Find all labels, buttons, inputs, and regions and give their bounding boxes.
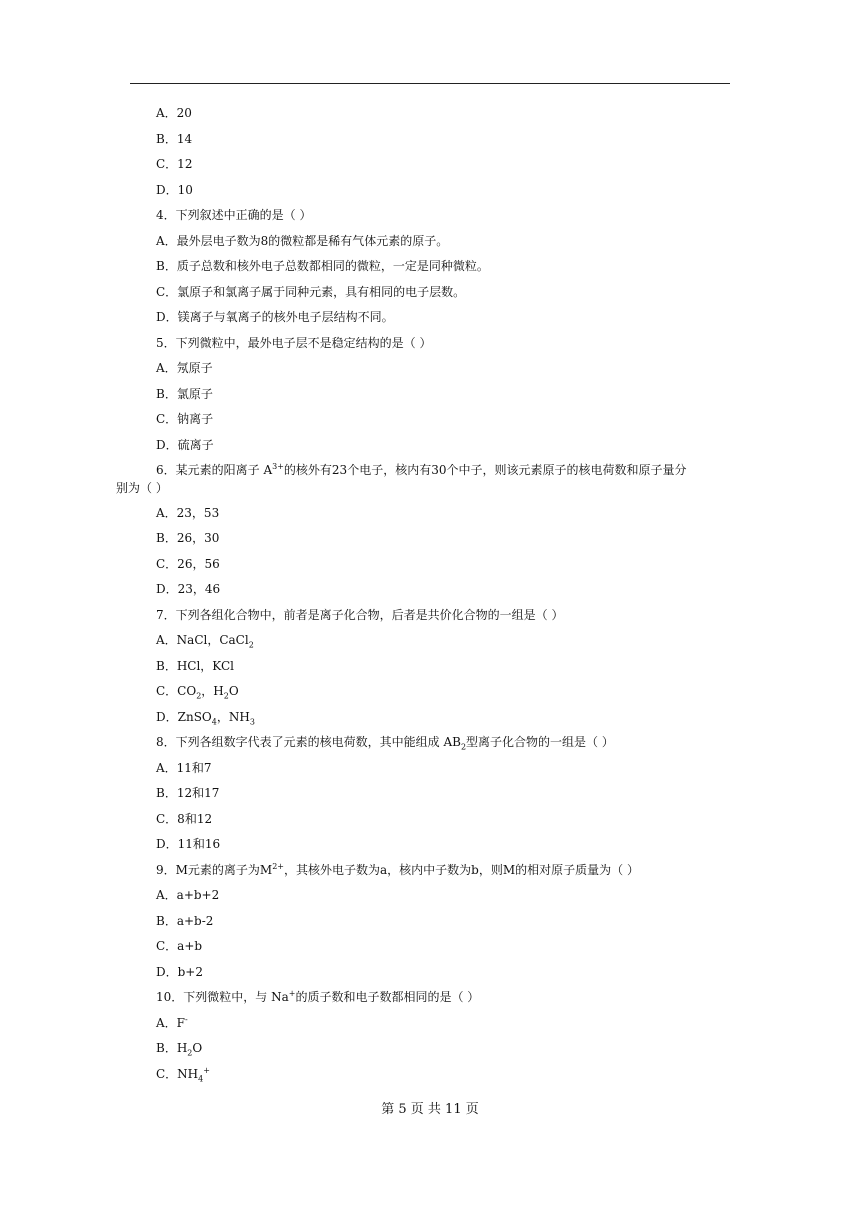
q9-stem bbox=[156, 862, 639, 878]
q8-stem-part: 型离子化合物的一组是（ ） bbox=[466, 735, 614, 749]
q10-option-c-sub: 4 bbox=[198, 1074, 204, 1084]
q3-option-a: A．20 bbox=[156, 106, 192, 120]
q8-subscript: 2 bbox=[460, 742, 467, 752]
q4-option-c: C．氯原子和氯离子属于同种元素，具有相同的电子层数。 bbox=[156, 285, 466, 299]
q5-stem: 5．下列微粒中，最外电子层不是稳定结构的是（ ） bbox=[156, 336, 432, 350]
q7-option-c-text: O bbox=[228, 684, 239, 698]
q6-option-a: A．23，53 bbox=[156, 506, 220, 520]
q6-option-b: B．26，30 bbox=[156, 531, 220, 545]
q3-option-c: C．12 bbox=[156, 157, 193, 171]
q8-option-c: C．8和12 bbox=[156, 812, 213, 826]
q10-option-b-sub: 2 bbox=[187, 1048, 193, 1058]
q10-stem-part: 的质子数和电子数都相同的是（ ） bbox=[295, 990, 480, 1004]
header-rule bbox=[130, 83, 730, 84]
q4-option-a: A．最外层电子数为8的微粒都是稀有气体元素的原子。 bbox=[156, 234, 449, 248]
q5-option-a: A．氖原子 bbox=[156, 361, 213, 375]
q10-option-a-text: A．F bbox=[156, 1016, 185, 1030]
q7-option-c-sub: 2 bbox=[196, 691, 202, 701]
q7-option-a-sub: 2 bbox=[248, 640, 254, 650]
q9-option-b: B．a+b-2 bbox=[156, 914, 214, 928]
q7-option-d bbox=[156, 709, 255, 725]
q10-stem bbox=[156, 989, 479, 1005]
q8-option-a: A．11和7 bbox=[156, 761, 212, 775]
q5-option-c: C．钠离子 bbox=[156, 412, 214, 426]
q9-charge: 2+ bbox=[272, 862, 285, 871]
q6-option-c: C．26，56 bbox=[156, 557, 220, 571]
q7-stem: 7．下列各组化合物中，前者是离子化合物，后者是共价化合物的一组是（ ） bbox=[156, 608, 564, 622]
q6-option-d: D．23，46 bbox=[156, 582, 221, 596]
q9-option-c: C．a+b bbox=[156, 939, 203, 953]
q9-stem-part: 9．M元素的离子为M bbox=[156, 863, 273, 877]
q7-option-c-text: ，H bbox=[201, 684, 224, 698]
q7-option-a-text: A．NaCl，CaCl bbox=[156, 633, 249, 647]
q5-option-b: B．氯原子 bbox=[156, 387, 213, 401]
q9-stem-part: ，其核外电子数为a，核内中子数为b，则M的相对原子质量为（ ） bbox=[284, 863, 639, 877]
q7-option-b: B．HCl，KCl bbox=[156, 659, 234, 673]
q10-stem-part: 10．下列微粒中，与 Na bbox=[156, 990, 289, 1004]
q7-option-c-text: C．CO bbox=[156, 684, 197, 698]
q10-option-c bbox=[156, 1066, 210, 1082]
q10-option-c-text: C．NH bbox=[156, 1067, 199, 1081]
q10-option-a-sup: - bbox=[185, 1015, 188, 1024]
q8-option-d: D．11和16 bbox=[156, 837, 221, 851]
q7-option-d-text: D．ZnSO bbox=[156, 710, 212, 724]
q9-option-d: D．b+2 bbox=[156, 965, 203, 979]
q10-charge: + bbox=[288, 989, 296, 998]
q10-option-b bbox=[156, 1040, 202, 1056]
q7-option-c-sub: 2 bbox=[223, 691, 229, 701]
q8-stem bbox=[156, 734, 614, 750]
q6-stem-part: 6．某元素的阳离子 A bbox=[156, 463, 273, 477]
q7-option-c bbox=[156, 683, 239, 699]
page-footer: 第 5 页 共 11 页 bbox=[381, 1102, 479, 1117]
q7-option-d-sub: 3 bbox=[249, 717, 255, 727]
q7-option-a bbox=[156, 632, 254, 648]
q10-option-b-text: B．H bbox=[156, 1041, 188, 1055]
q6-charge: 3+ bbox=[272, 462, 284, 471]
q3-option-d: D．10 bbox=[156, 183, 193, 197]
q10-option-b-text: O bbox=[192, 1041, 203, 1055]
q5-option-d: D．硫离子 bbox=[156, 438, 214, 452]
q7-option-d-text: ，NH bbox=[216, 710, 250, 724]
q4-option-d: D．镁离子与氧离子的核外电子层结构不同。 bbox=[156, 310, 394, 324]
q7-option-d-sub: 4 bbox=[211, 717, 217, 727]
q6-stem-continued: 别为（ ） bbox=[116, 481, 168, 495]
q9-option-a: A．a+b+2 bbox=[156, 888, 220, 902]
q4-option-b: B．质子总数和核外电子总数都相同的微粒，一定是同种微粒。 bbox=[156, 259, 489, 273]
q3-option-b: B．14 bbox=[156, 132, 193, 146]
q4-stem: 4．下列叙述中正确的是（ ） bbox=[156, 208, 312, 222]
q8-stem-part: 8．下列各组数字代表了元素的核电荷数，其中能组成 AB bbox=[156, 735, 461, 749]
q6-stem-part: 的核外有23个电子，核内有30个中子，则该元素原子的核电荷数和原子量分 bbox=[283, 463, 687, 477]
q10-option-a bbox=[156, 1015, 188, 1031]
q10-option-c-sup: + bbox=[203, 1066, 210, 1075]
q6-stem bbox=[156, 462, 686, 478]
q8-option-b: B．12和17 bbox=[156, 786, 220, 800]
